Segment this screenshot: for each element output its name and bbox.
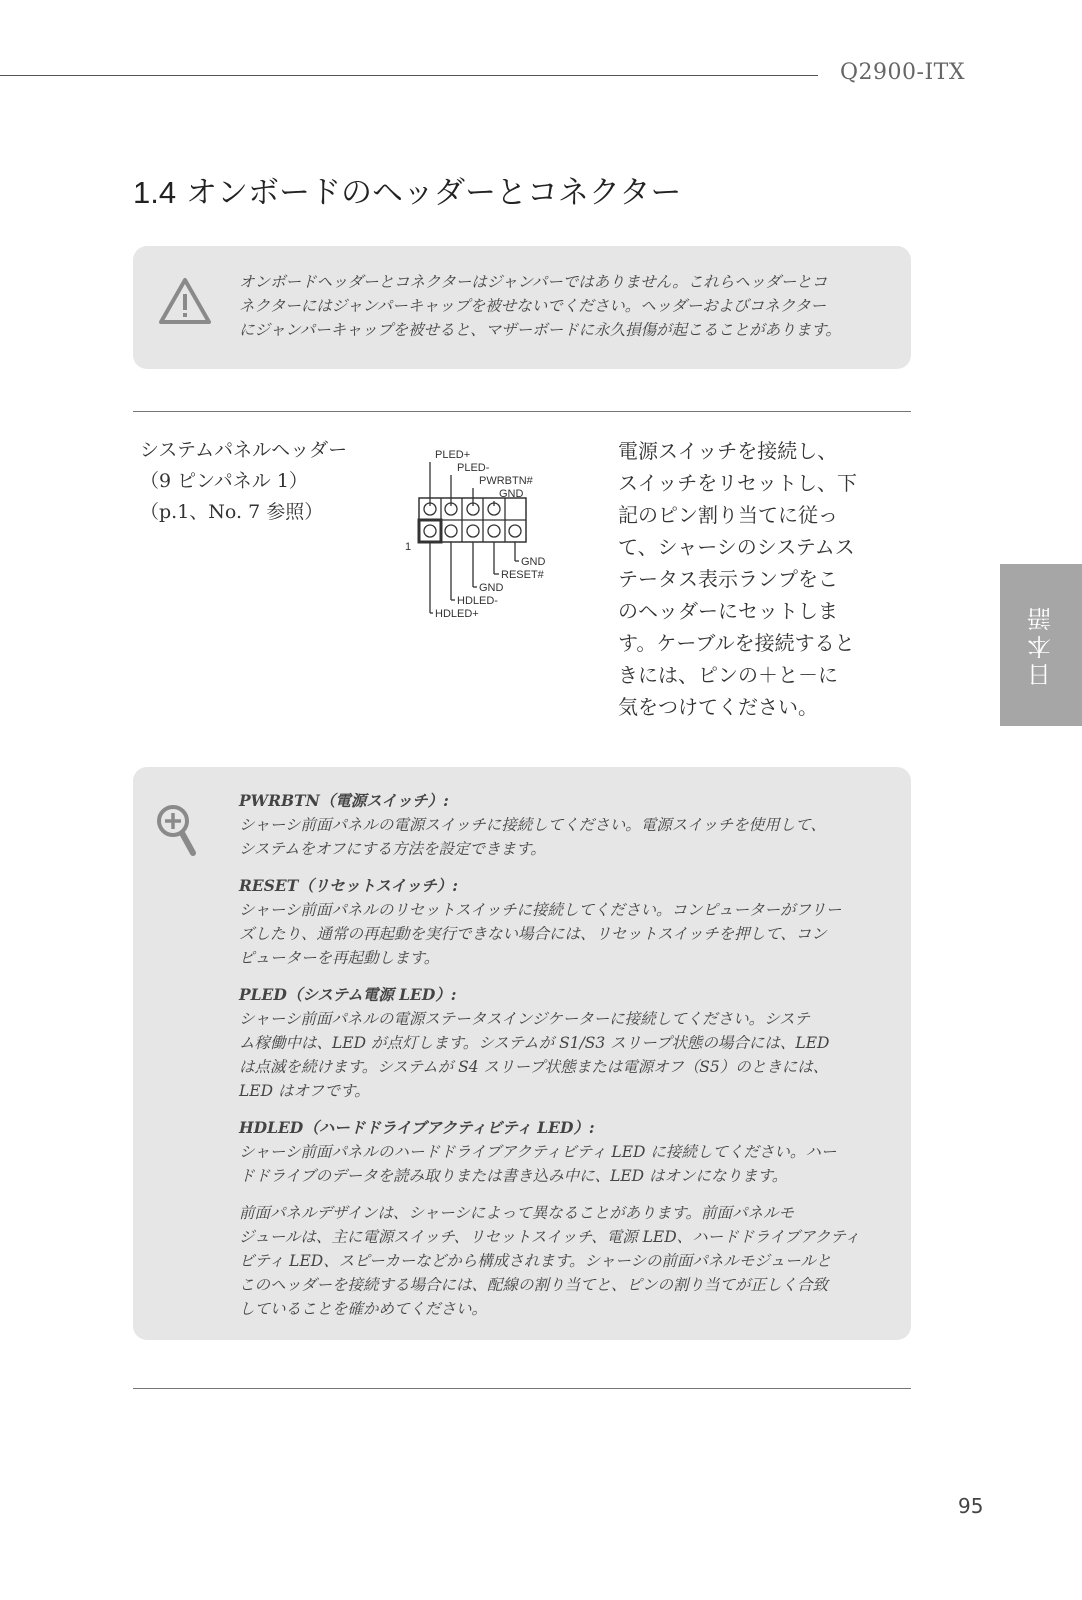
note-term: PLED（システム電源 LED）: [239,985,457,1004]
language-tab-label: 日本語 [1027,603,1056,687]
header-title-line: （9 ピンパネル 1） [140,470,308,492]
pin-label-pwrbtn: PWRBTN# [479,475,533,487]
header-title [140,435,347,528]
description-line: のヘッダーにセットしま [618,599,838,623]
note-term: PWRBTN（電源スイッチ）: [239,791,449,810]
warning-box [133,246,911,369]
closing-line: ジュールは、主に電源スイッチ、リセットスイッチ、電源 LED、ハードドライブアクティ [239,1228,860,1246]
header-title-line: （p.1、No. 7 参照） [140,501,324,523]
description-line: きには、ピンの＋と－に [618,663,838,687]
section-title-text: オンボードのヘッダーとコネクター [185,175,682,211]
pin-label-gnd-reset: GND [521,556,546,568]
model-name: Q2900-ITX [840,60,965,85]
description-line: す。ケーブルを接続すると [618,631,855,655]
note-box [133,767,911,1340]
pin-label-pled-plus: PLED+ [435,449,471,461]
pin-label-gnd-top: GND [499,488,524,500]
note-line: ム稼働中は、LED が点灯します。システムが S1/S3 スリープ状態の場合には、LED [239,1034,830,1052]
description-line: スイッチをリセットし、下 [618,471,857,495]
closing-line: していることを確かめてください。 [239,1300,488,1318]
description-line: て、シャーシのシステムス [618,535,855,559]
header-title-line: システムパネルヘッダー [140,439,348,461]
header-rule [0,75,818,76]
closing-line: 前面パネルデザインは、シャーシによって異なることがあります。前面パネルモ [239,1204,795,1222]
pin-label-reset: RESET# [501,569,544,581]
note-line: シャーシ前面パネルのリセットスイッチに接続してください。コンピューターがフリー [239,901,842,919]
note-term: HDLED（ハードドライブアクティビティ LED）: [239,1118,595,1137]
divider-top [133,411,911,412]
closing-line: ビティ LED、スピーカーなどから構成されます。シャーシの前面パネルモジュールと [239,1252,832,1270]
note-line: シャーシ前面パネルの電源ステータスインジケーターに接続してください。システ [239,1010,810,1028]
warning-line: オンボードヘッダーとコネクターはジャンパーではありません。これらヘッダーとコ [239,273,828,291]
divider-bottom [133,1388,911,1389]
description-line: テータス表示ランプをこ [618,567,838,591]
warning-line: にジャンパーキャップを被せると、マザーボードに永久損傷が起こることがあります。 [239,321,841,339]
page-number: 95 [958,1494,984,1518]
header-description [618,435,857,723]
note-term: RESET（リセットスイッチ）: [239,876,459,895]
description-line: 気をつけてください。 [618,695,818,719]
pin-label-pled-minus: PLED- [457,462,490,474]
description-line: 電源スイッチを接続し、 [618,439,838,463]
warning-line: ネクターにはジャンパーキャップを被せないでください。ヘッダーおよびコネクター [239,297,826,315]
note-line: は点滅を続けます。システムが S4 スリープ状態または電源オフ（S5）のときには、 [239,1058,829,1076]
note-line: シャーシ前面パネルの電源スイッチに接続してください。電源スイッチを使用して、 [239,816,826,834]
note-line: シャーシ前面パネルのハードドライブアクティビティ LED に接続してください。ハー [239,1143,837,1161]
section-number: 1.4 [133,175,177,210]
magnifier-plus-icon [155,803,199,859]
note-line: LED はオフです。 [239,1082,370,1100]
note-line: ドドライブのデータを読み取りまたは書き込み中に、LED はオンになります。 [239,1167,788,1185]
section-title [133,167,681,212]
note-line: ズしたり、通常の再起動を実行できない場合には、リセットスイッチを押して、コン [239,925,827,943]
note-line: システムをオフにする方法を設定できます。 [239,840,546,858]
closing-line: このヘッダーを接続する場合には、配線の割り当てと、ピンの割り当てが正しく合致 [239,1276,829,1294]
warning-triangle-icon [157,276,213,326]
pin-one-label: 1 [405,541,412,553]
pin-label-gnd-hd: GND [479,582,504,594]
pin-diagram [405,446,565,626]
note-line: ピューターを再起動します。 [239,949,440,967]
language-tab [1000,564,1082,726]
pin-label-hdled-plus: HDLED+ [435,608,479,620]
warning-text [239,270,859,342]
note-content [239,789,879,1321]
description-line: 記のピン割り当てに従っ [618,503,838,527]
pin-label-hdled-minus: HDLED- [457,595,498,607]
